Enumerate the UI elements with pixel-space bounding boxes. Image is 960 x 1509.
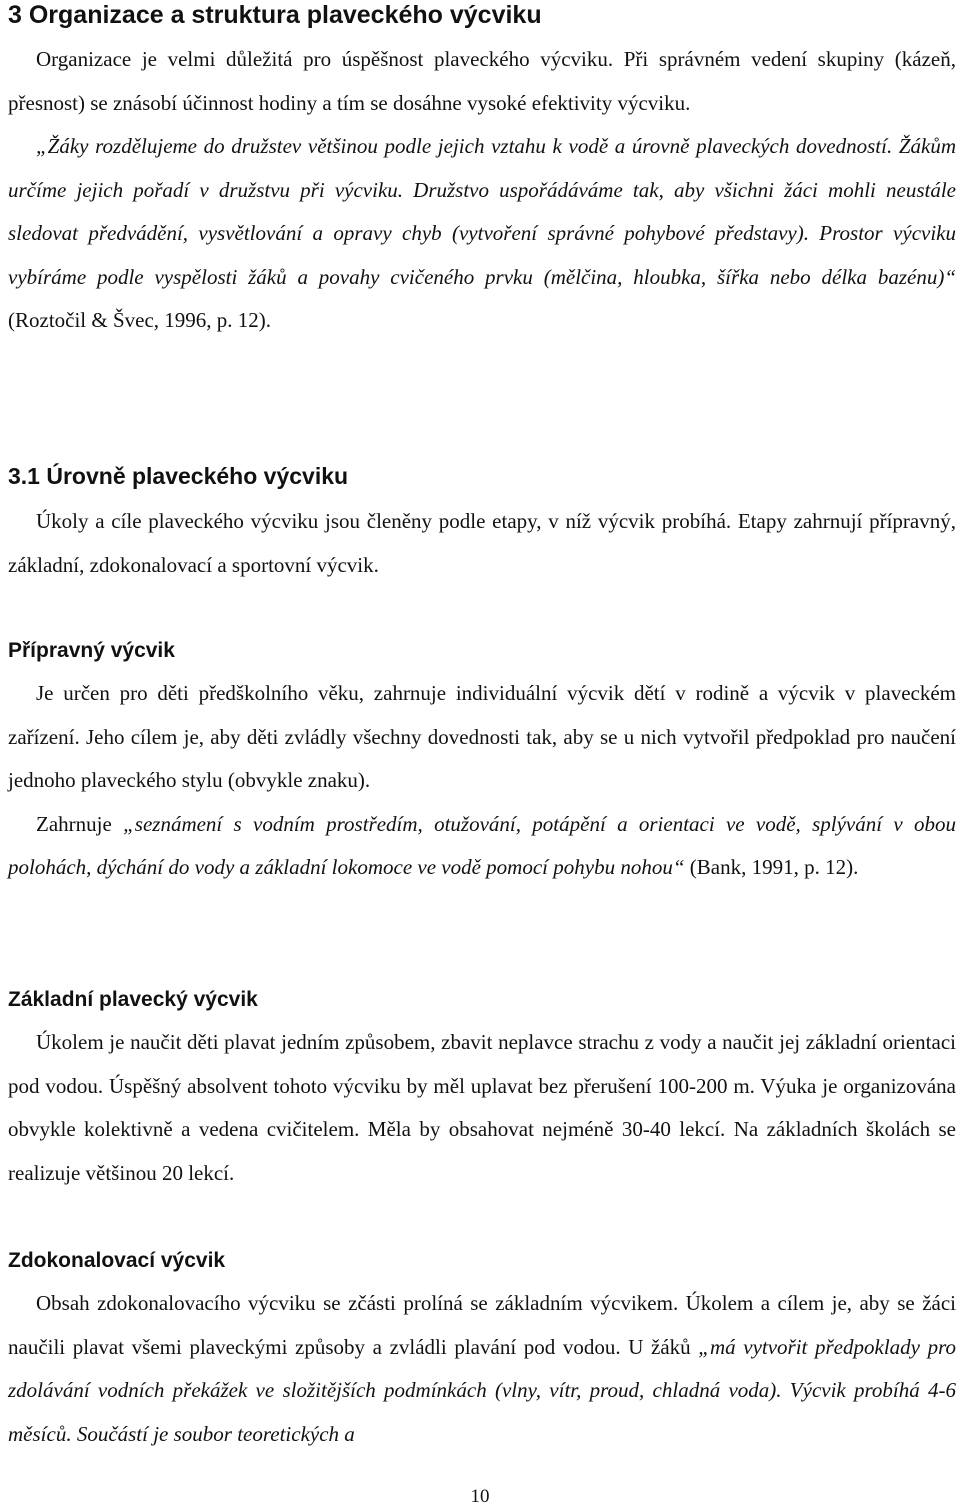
quote-paragraph: Zahrnuje „seznámení s vodním prostředím, otužování, potápění a orientaci ve vodě, splývání v obou polohách, dýchání do vody a základní lokomoce ve vodě pomocí pohybu nohou“ (Bank, 1991, p. 12). <box>8 811 956 879</box>
quote-text: „Žáky rozdělujeme do družstev většinou podle jejich vztahu k vodě a úrovně plaveckých dovedností. Žákům určíme jejich pořadí v družstvu při výcviku. Družstvo uspořádáváme tak, aby všichni žáci mohli neustále sledovat předvádění, vysvětlování a opravy chyb (vytvoření správné pohybové představy). Prostor výcviku vybíráme podle vyspělosti žáků a povahy cvičeného prvku (mělčina, hloubka, šířka nebo délka bazénu)“ <box>8 134 956 289</box>
section-3-1-body <box>8 500 956 587</box>
zakladni-vycvik <box>8 987 956 1013</box>
section-3-1 <box>8 462 956 490</box>
subheading: Přípravný výcvik <box>8 639 175 662</box>
subheading: Základní plavecký výcvik <box>8 988 258 1011</box>
pripravny-vycvik <box>8 638 956 664</box>
zdokonalovaci-vycvik <box>8 1248 956 1274</box>
quote-text: „má vytvořit předpoklady pro zdolávání vodních překážek ve složitějších podmínkách (vlny, vítr, proud, chladná voda). Výcvik probíhá 4-6 měsíců. Součástí je soubor teoretických a <box>8 1334 956 1446</box>
section-heading: 3 Organizace a struktura plaveckého výcviku <box>8 1 542 29</box>
citation: (Roztočil & Švec, 1996, p. 12). <box>8 308 272 332</box>
subheading: Zdokonalovací výcvik <box>8 1249 226 1272</box>
section-3-body <box>8 38 956 343</box>
section-3 <box>8 0 956 30</box>
paragraph: Úkoly a cíle plaveckého výcviku jsou členěny podle etapy, v níž výcvik probíhá. Etapy zahrnují přípravný, základní, zdokonalovací a sportovní výcvik. <box>8 509 956 577</box>
quote-paragraph <box>8 125 956 343</box>
paragraph: Je určen pro děti předškolního věku, zahrnuje individuální výcvik dětí v rodině a výcvik v plaveckém zařízení. Jeho cílem je, aby děti zvládly všechny dovednosti tak, aby se u nich vytvořil předpoklad pro naučení jednoho plaveckého stylu (obvykle znaku). <box>8 681 956 792</box>
subsection-heading: 3.1 Úrovně plaveckého výcviku <box>8 463 349 489</box>
citation: (Bank, 1991, p. 12). <box>684 855 859 879</box>
zdokonalovaci-body <box>8 1282 956 1456</box>
paragraph: Obsah zdokonalovacího výcviku se zčásti prolíná se základním výcvikem. Úkolem a cílem je, aby se žáci naučili plavat všemi plaveckými způsoby a zvládli plavání pod vodou. U žáků „má vytvořit předpoklady pro zdolávání vodních překážek ve složitějších podmínkách (vlny, vítr, proud, chladná voda). Výcvik probíhá 4-6 měsíců. Součástí je soubor teoretických a <box>8 1291 956 1446</box>
paragraph: Organizace je velmi důležitá pro úspěšnost plaveckého výcviku. Při správném vedení skupiny (kázeň, přesnost) se znásobí účinnost hodiny a tím se dosáhne vysoké efektivity výcviku. <box>8 47 956 115</box>
zakladni-body <box>8 1021 956 1195</box>
page-number: 10 <box>470 1486 490 1507</box>
quote-text: „seznámení s vodním prostředím, otužování, potápění a orientaci ve vodě, splývání v obou polohách, dýchání do vody a základní lokomoce ve vodě pomocí pohybu nohou“ <box>8 811 956 879</box>
pripravny-body <box>8 672 956 890</box>
paragraph: Úkolem je naučit děti plavat jedním způsobem, zbavit neplavce strachu z vody a naučit jej základní orientaci pod vodou. Úspěšný absolvent tohoto výcviku by měl uplavat bez přerušení 100-200 m. Výuka je organizována obvykle kolektivně a vedena cvičitelem. Měla by obsahovat nejméně 30-40 lekcí. Na základních školách se realizuje většinou 20 lekcí. <box>8 1030 956 1185</box>
